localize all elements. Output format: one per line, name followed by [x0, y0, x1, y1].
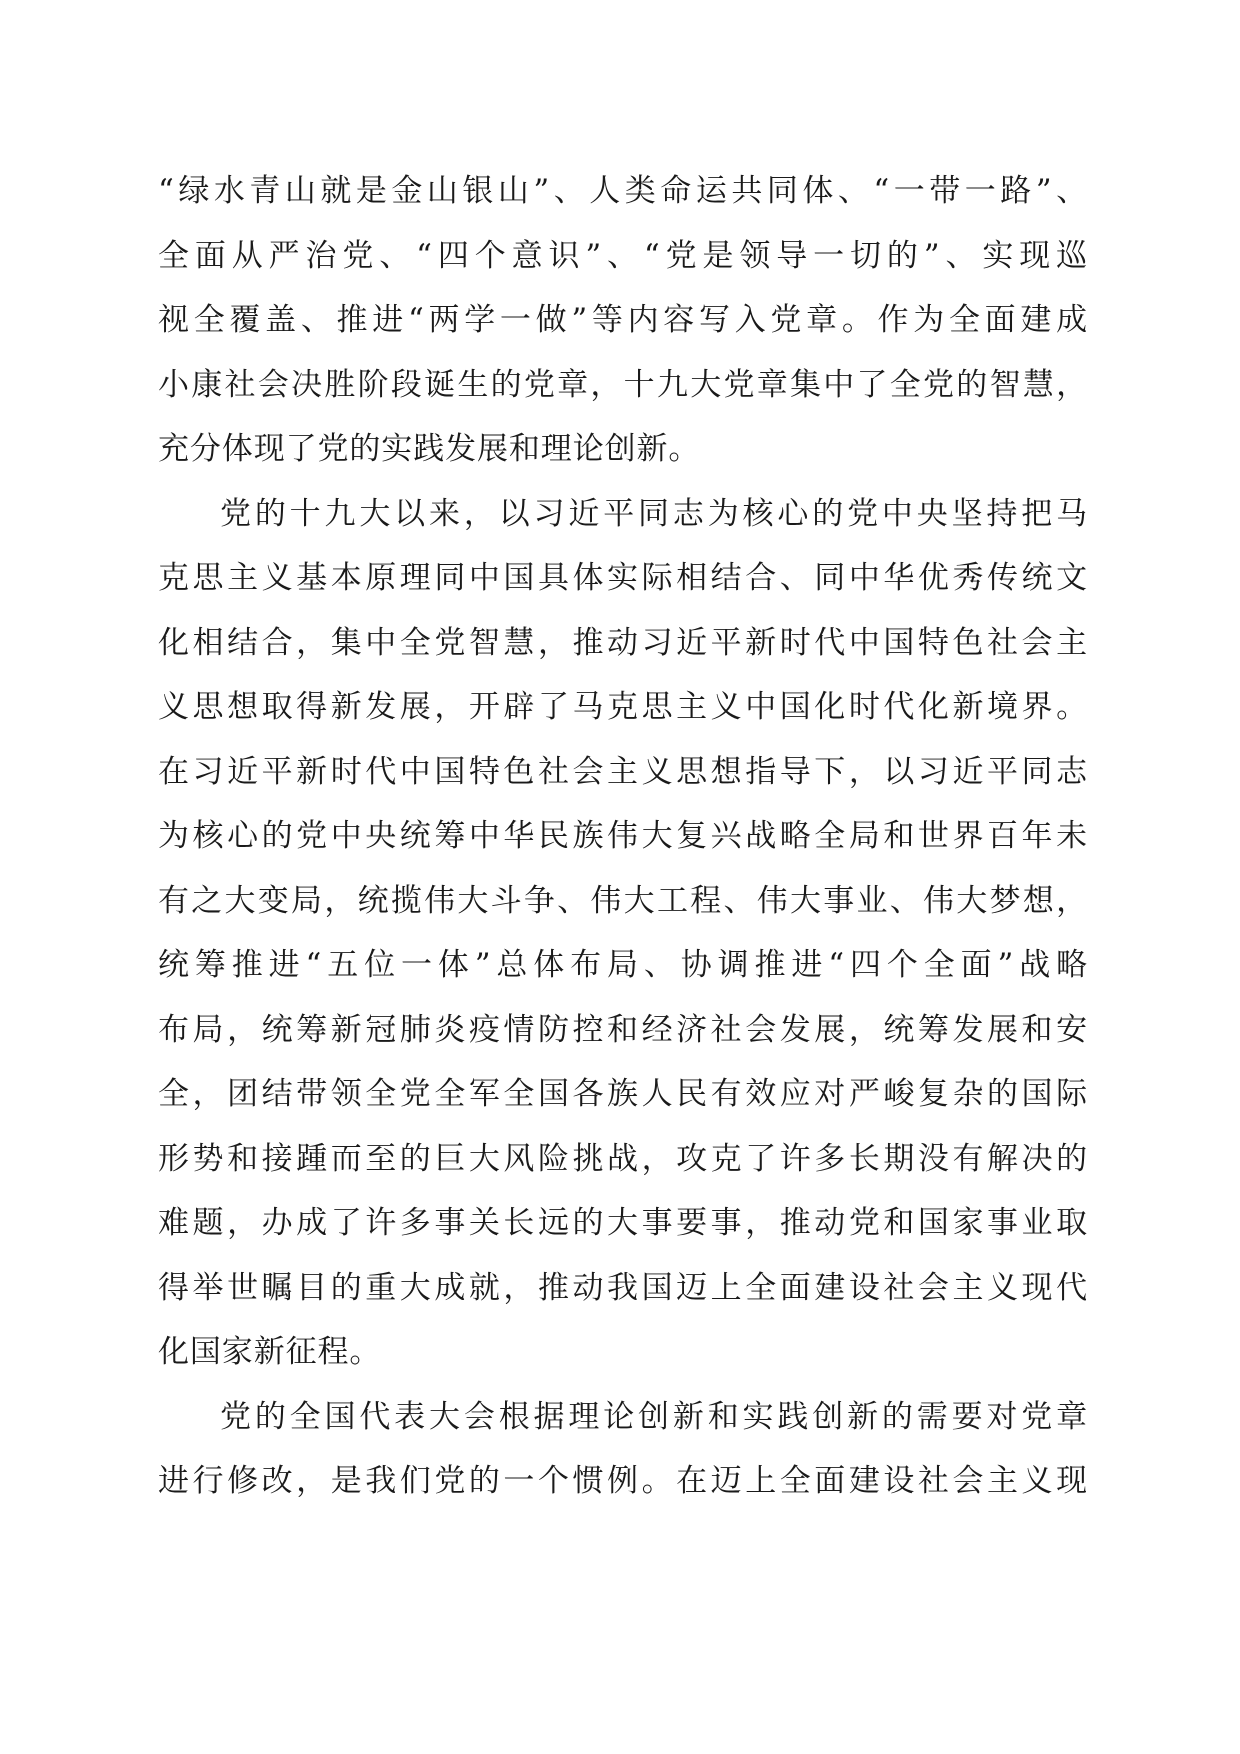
text-line: 化国家新征程。: [158, 1334, 382, 1370]
text-line: 义思想取得新发展，开辟了马克思主义中国化时代化新境界。: [158, 689, 1088, 725]
text-line: 在习近平新时代中国特色社会主义思想指导下，以习近平同志: [158, 753, 1088, 790]
text-line: 视全覆盖、推进“两学一做”等内容写入党章。作为全面建成: [158, 302, 1088, 338]
text-line: 得举世瞩目的重大成就，推动我国迈上全面建设社会主义现代: [158, 1269, 1088, 1306]
paragraph-3: [158, 1385, 1088, 1514]
paragraph-1: [158, 159, 1088, 482]
text-line: 难题，办成了许多事关长远的大事要事，推动党和国家事业取: [158, 1205, 1088, 1241]
text-line: 形势和接踵而至的巨大风险挑战，攻克了许多长期没有解决的: [158, 1140, 1088, 1177]
text-line: 为核心的党中央统筹中华民族伟大复兴战略全局和世界百年未: [158, 818, 1088, 854]
text-line: 进行修改，是我们党的一个惯例。在迈上全面建设社会主义现: [158, 1463, 1088, 1499]
text-line: 全，团结带领全党全军全国各族人民有效应对严峻复杂的国际: [158, 1076, 1088, 1112]
text-line: 布局，统筹新冠肺炎疫情防控和经济社会发展，统筹发展和安: [158, 1011, 1088, 1048]
text-line: 化相结合，集中全党智慧，推动习近平新时代中国特色社会主: [158, 624, 1088, 661]
text-line: 克思主义基本原理同中国具体实际相结合、同中华优秀传统文: [158, 560, 1088, 596]
text-line: 统筹推进“五位一体”总体布局、协调推进“四个全面”战略: [158, 947, 1088, 983]
text-line: 有之大变局，统揽伟大斗争、伟大工程、伟大事业、伟大梦想，: [158, 882, 1088, 919]
text-line: 全面从严治党、“四个意识”、“党是领导一切的”、实现巡: [158, 237, 1088, 274]
paragraph-2: [158, 482, 1088, 1385]
text-line: 党的十九大以来，以习近平同志为核心的党中央坚持把马: [220, 495, 1088, 532]
text-line: 党的全国代表大会根据理论创新和实践创新的需要对党章: [220, 1398, 1088, 1435]
text-line: 充分体现了党的实践发展和理论创新。: [158, 431, 701, 467]
text-line: “绿水青山就是金山银山”、人类命运共同体、“一带一路”、: [158, 173, 1088, 209]
text-line: 小康社会决胜阶段诞生的党章，十九大党章集中了全党的智慧，: [158, 366, 1088, 403]
body-text: [158, 159, 1088, 1514]
